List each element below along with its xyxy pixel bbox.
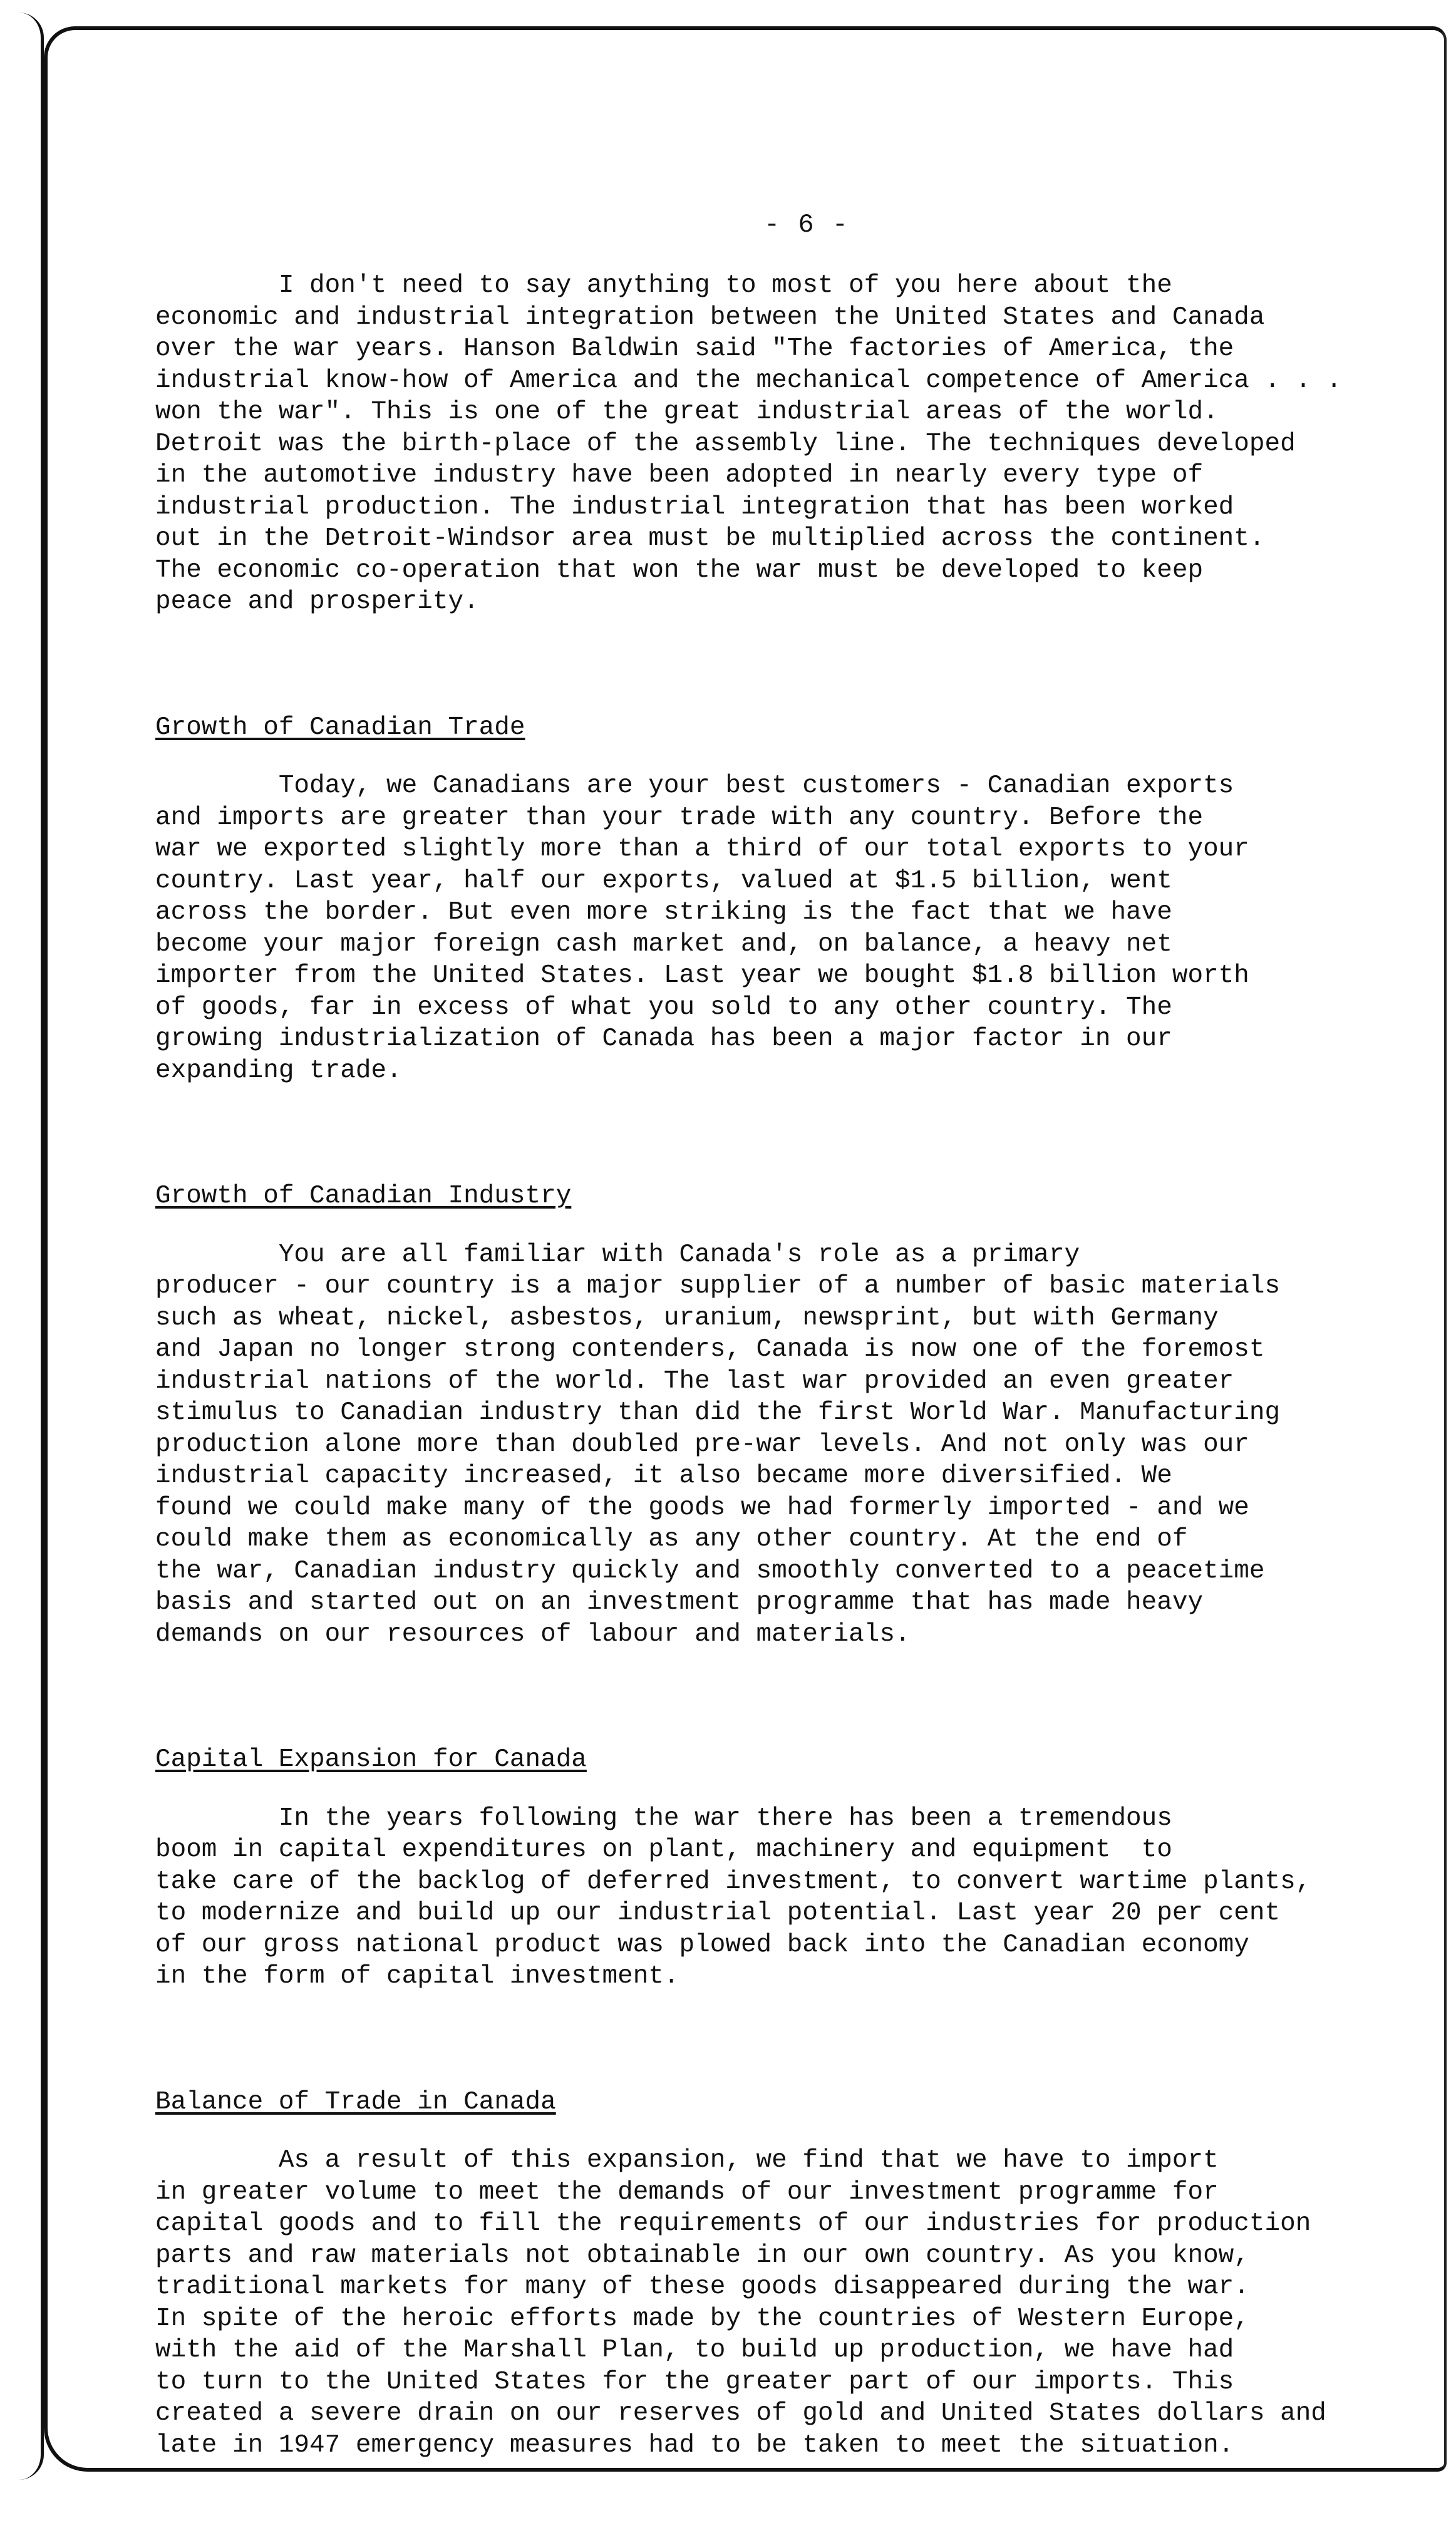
text-line: take care of the backlog of deferred investment, to convert wartime plants, xyxy=(155,1867,1311,1896)
text-line: industrial production. The industrial integration that has been worked xyxy=(155,492,1234,522)
text-line: war we exported slightly more than a third of our total exports to your xyxy=(155,835,1249,864)
text-line: expanding trade. xyxy=(155,1056,402,1085)
text-line: such as wheat, nickel, asbestos, uranium, newsprint, but with Germany xyxy=(155,1303,1219,1333)
text-line: with the aid of the Marshall Plan, to build up production, we have had xyxy=(155,2336,1234,2365)
text-line: In the years following the war there has been a tremendous xyxy=(155,1803,1172,1833)
text-line: parts and raw materials not obtainable in our own country. As you know, xyxy=(155,2241,1249,2270)
sections-container xyxy=(155,270,1383,2461)
text-line: across the border. But even more striking is the fact that we have xyxy=(155,898,1172,927)
text-line: late in 1947 emergency measures had to be taken to meet the situation. xyxy=(155,2430,1234,2460)
text-line: stimulus to Canadian industry than did the first World War. Manufacturing xyxy=(155,1398,1281,1427)
heading-spacer xyxy=(155,1776,1383,1803)
section xyxy=(155,1650,1383,1993)
text-line: The economic co-operation that won the war must be developed to keep xyxy=(155,555,1204,585)
text-line: to turn to the United States for the greater part of our imports. This xyxy=(155,2367,1234,2397)
text-line: out in the Detroit-Windsor area must be multiplied across the continent. xyxy=(155,524,1265,553)
text-line: Today, we Canadians are your best customers - Canadian exports xyxy=(155,771,1234,800)
text-line: in the automotive industry have been adopted in nearly every type of xyxy=(155,461,1204,490)
text-line: importer from the United States. Last year we bought $1.8 billion worth xyxy=(155,961,1249,990)
text-line: production alone more than doubled pre-war levels. And not only was our xyxy=(155,1430,1249,1459)
heading-spacer xyxy=(155,1212,1383,1239)
text-line: the war, Canadian industry quickly and smoothly converted to a peacetime xyxy=(155,1556,1265,1586)
text-line: in the form of capital investment. xyxy=(155,1962,679,1991)
text-line: demands on our resources of labour and materials. xyxy=(155,1619,911,1649)
document-body xyxy=(155,210,1383,2461)
text-line: As a result of this expansion, we find that we have to import xyxy=(155,2146,1219,2175)
section xyxy=(155,1993,1383,2462)
section-heading: Capital Expansion for Canada xyxy=(155,1745,587,1774)
text-line: won the war". This is one of the great industrial areas of the world. xyxy=(155,398,1219,426)
page-number: - 6 - xyxy=(763,210,850,240)
section-spacer xyxy=(155,618,1383,712)
text-line: of goods, far in excess of what you sold to any other country. The xyxy=(155,993,1172,1022)
section-heading: Growth of Canadian Industry xyxy=(155,1182,572,1210)
text-line: peace and prosperity. xyxy=(155,587,479,616)
section-spacer xyxy=(155,1993,1383,2087)
section-spacer xyxy=(155,1650,1383,1744)
text-line: boom in capital expenditures on plant, machinery and equipment to xyxy=(155,1835,1172,1864)
heading-spacer xyxy=(155,743,1383,770)
section-heading: Balance of Trade in Canada xyxy=(155,2087,556,2117)
text-line: country. Last year, half our exports, valued at $1.5 billion, went xyxy=(155,866,1172,895)
text-line: to modernize and build up our industrial potential. Last year 20 per cent xyxy=(155,1899,1281,1927)
text-line: of our gross national product was plowed back into the Canadian economy xyxy=(155,1930,1249,1959)
text-line: could make them as economically as any other country. At the end of xyxy=(155,1525,1188,1554)
text-line: growing industrialization of Canada has been a major factor in our xyxy=(155,1024,1172,1053)
page-curl-edge xyxy=(0,13,44,2480)
section-heading: Growth of Canadian Trade xyxy=(155,713,525,742)
text-line: economic and industrial integration between the United States and Canada xyxy=(155,302,1265,332)
text-line: traditional markets for many of these goods disappeared during the war. xyxy=(155,2273,1249,2301)
text-line: capital goods and to fill the requirements of our industries for production xyxy=(155,2209,1311,2238)
text-line: industrial nations of the world. The last war provided an even greater xyxy=(155,1366,1234,1396)
text-line: industrial know-how of America and the mechanical competence of America . . . xyxy=(155,366,1342,395)
text-line: I don't need to say anything to most of you here about the xyxy=(155,271,1172,300)
text-line: You are all familiar with Canada's role as a primary xyxy=(155,1240,1080,1269)
text-line: and imports are greater than your trade with any country. Before the xyxy=(155,803,1204,832)
text-line: industrial capacity increased, it also became more diversified. We xyxy=(155,1462,1172,1490)
section xyxy=(155,618,1383,1087)
text-line: in greater volume to meet the demands of our investment programme for xyxy=(155,2177,1219,2207)
section xyxy=(155,270,1383,618)
text-line: producer - our country is a major supplier of a number of basic materials xyxy=(155,1272,1281,1301)
text-line: In spite of the heroic efforts made by the countries of Western Europe, xyxy=(155,2304,1249,2333)
heading-spacer xyxy=(155,2118,1383,2145)
text-line: created a severe drain on our reserves of gold and United States dollars and xyxy=(155,2399,1326,2428)
text-line: over the war years. Hanson Baldwin said "The factories of America, the xyxy=(155,334,1234,363)
text-line: Detroit was the birth-place of the assembly line. The techniques developed xyxy=(155,429,1296,458)
section-spacer xyxy=(155,1086,1383,1180)
text-line: basis and started out on an investment programme that has made heavy xyxy=(155,1588,1204,1617)
text-line: and Japan no longer strong contenders, Canada is now one of the foremost xyxy=(155,1335,1265,1364)
text-line: become your major foreign cash market and, on balance, a heavy net xyxy=(155,929,1172,959)
section xyxy=(155,1086,1383,1650)
text-line: found we could make many of the goods we had formerly imported - and we xyxy=(155,1493,1249,1522)
